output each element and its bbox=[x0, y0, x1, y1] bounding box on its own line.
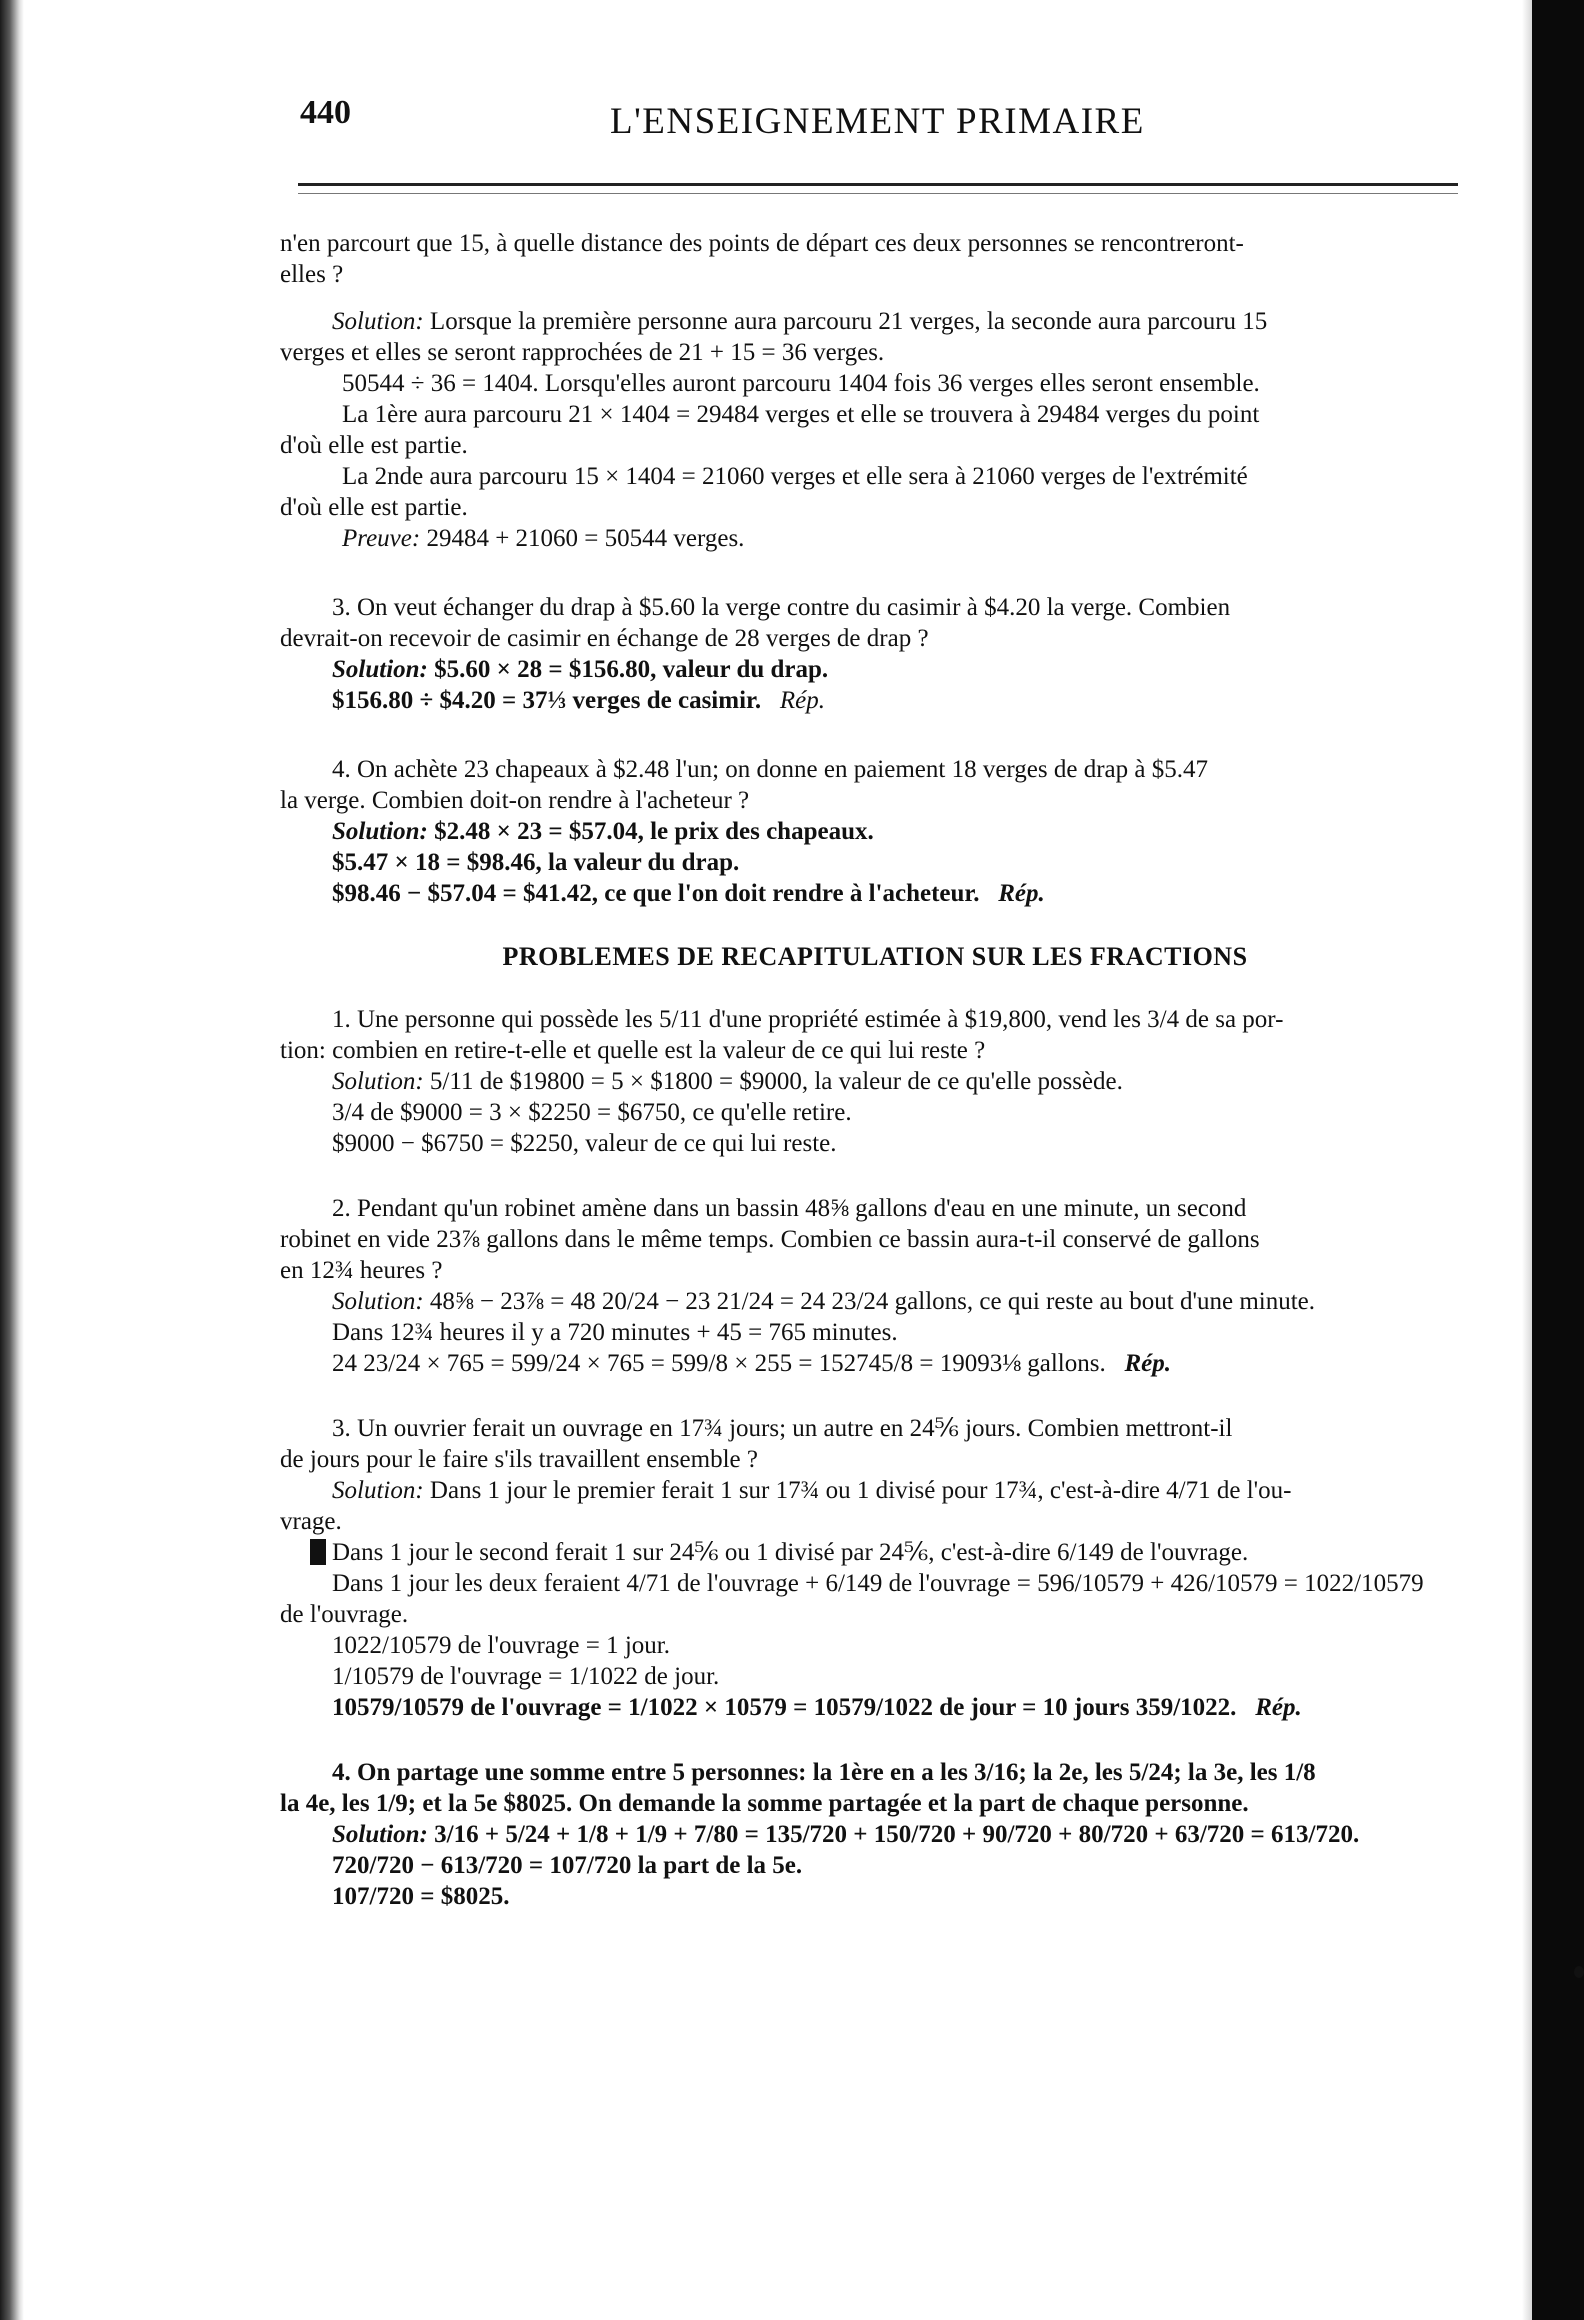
text-line: verges et elles se seront rapprochées de 21 + 15 = 36 verges. bbox=[280, 339, 885, 366]
header-rule-thin bbox=[298, 193, 1458, 194]
problem-3-statement: 3. On veut échanger du drap à $5.60 la verge contre du casimir à $4.20 la verge. Combien bbox=[332, 594, 1231, 621]
problem-4-statement: 4. On achète 23 chapeaux à $2.48 l'un; on donne en paiement 18 verges de drap à $5.47 bbox=[332, 756, 1208, 783]
text-line: $9000 − $6750 = $2250, valeur de ce qui lui reste. bbox=[332, 1130, 837, 1157]
text-line: 1/10579 de l'ouvrage = 1/1022 de jour. bbox=[332, 1663, 720, 1690]
book-page bbox=[270, 0, 1470, 2320]
solution-line: Solution: 3/16 + 5/24 + 1/8 + 1/9 + 7/80 = 135/720 + 150/720 + 90/720 + 80/720 + 63/720 = 613/720. bbox=[332, 1821, 1360, 1848]
proof-label: Preuve: bbox=[342, 525, 421, 552]
text-line: 720/720 − 613/720 = 107/720 la part de la 5e. bbox=[332, 1852, 803, 1879]
solution-line: Solution: $5.60 × 28 = $156.80, valeur du drap. bbox=[332, 656, 829, 683]
book-title: L'ENSEIGNEMENT PRIMAIRE bbox=[610, 101, 1145, 142]
answer-mark: Rép. bbox=[779, 687, 825, 714]
solution-label: Solution: bbox=[332, 1068, 424, 1095]
text-line: la 4e, les 1/9; et la 5e $8025. On demande la somme partagée et la part de chaque personne. bbox=[280, 1790, 1249, 1817]
proof-line: Preuve: 29484 + 21060 = 50544 verges. bbox=[342, 525, 745, 552]
text-line: de jours pour le faire s'ils travaillent ensemble ? bbox=[280, 1446, 758, 1473]
scan-edge-mark bbox=[1574, 1966, 1584, 1978]
text-line: robinet en vide 23⅞ gallons dans le même temps. Combien ce bassin aura-t-il conservé de gallons bbox=[280, 1226, 1260, 1253]
text-line: La 1ère aura parcouru 21 × 1404 = 29484 verges et elle se trouvera à 29484 verges du point bbox=[342, 401, 1260, 428]
text-line: devrait-on recevoir de casimir en échange de 28 verges de drap ? bbox=[280, 625, 929, 652]
solution-line: Solution: Lorsque la première personne aura parcouru 21 verges, la seconde aura parcouru 15 bbox=[332, 308, 1268, 335]
text-line: en 12¾ heures ? bbox=[280, 1257, 443, 1284]
problem-2-statement: 2. Pendant qu'un robinet amène dans un bassin 48⅝ gallons d'eau en une minute, un second bbox=[332, 1195, 1247, 1222]
text-line: 50544 ÷ 36 = 1404. Lorsqu'elles auront parcouru 1404 fois 36 verges elles seront ensemble. bbox=[342, 370, 1260, 397]
problem-1-statement: 1. Une personne qui possède les 5/11 d'une propriété estimée à $19,800, vend les 3/4 de sa por- bbox=[332, 1006, 1284, 1033]
text-line: tion: combien en retire-t-elle et quelle est la valeur de ce qui lui reste ? bbox=[280, 1037, 986, 1064]
text-line: La 2nde aura parcouru 15 × 1404 = 21060 verges et elle sera à 21060 verges de l'extrémité bbox=[342, 463, 1248, 490]
text-line: 107/720 = $8025. bbox=[332, 1883, 510, 1910]
answer-mark: Rép. bbox=[998, 880, 1045, 907]
solution-label: Solution: bbox=[332, 656, 428, 683]
solution-label: Solution: bbox=[332, 1477, 424, 1504]
margin-mark bbox=[310, 1539, 326, 1565]
solution-line: Solution: Dans 1 jour le premier ferait 1 sur 17¾ ou 1 divisé pour 17¾, c'est-à-dire 4/71 de l'ou- bbox=[332, 1477, 1292, 1504]
answer-mark: Rép. bbox=[1255, 1694, 1302, 1721]
text-line: elles ? bbox=[280, 261, 344, 288]
solution-label: Solution: bbox=[332, 818, 428, 845]
problem-3b-statement: 3. Un ouvrier ferait un ouvrage en 17¾ jours; un autre en 24⅚ jours. Combien mettront-il bbox=[332, 1415, 1233, 1442]
problem-4b-statement: 4. On partage une somme entre 5 personnes: la 1ère en a les 3/16; la 2e, les 5/24; la 3e, les 1/8 bbox=[332, 1759, 1316, 1786]
header-rule bbox=[298, 183, 1458, 186]
text-line: $5.47 × 18 = $98.46, la valeur du drap. bbox=[332, 849, 740, 876]
text-line: Dans 1 jour les deux feraient 4/71 de l'ouvrage + 6/149 de l'ouvrage = 596/10579 + 426/10579 = 1022/10579 bbox=[332, 1570, 1424, 1597]
solution-label: Solution: bbox=[332, 1288, 424, 1315]
text-line: la verge. Combien doit-on rendre à l'acheteur ? bbox=[280, 787, 750, 814]
text-line: vrage. bbox=[280, 1508, 342, 1535]
answer-line: 10579/10579 de l'ouvrage = 1/1022 × 10579 = 10579/1022 de jour = 10 jours 359/1022. Rép. bbox=[332, 1694, 1302, 1721]
answer-line: $98.46 − $57.04 = $41.42, ce que l'on doit rendre à l'acheteur. Rép. bbox=[332, 880, 1045, 907]
text-line: d'où elle est partie. bbox=[280, 432, 468, 459]
scan-right-shadow bbox=[1522, 0, 1532, 2320]
solution-line: Solution: $2.48 × 23 = $57.04, le prix des chapeaux. bbox=[332, 818, 874, 845]
scan-left-border bbox=[0, 0, 24, 2320]
page-number: 440 bbox=[300, 94, 351, 131]
answer-mark: Rép. bbox=[1124, 1350, 1171, 1377]
text-line: d'où elle est partie. bbox=[280, 494, 468, 521]
text-line: Dans 1 jour le second ferait 1 sur 24⅚ ou 1 divisé par 24⅚, c'est-à-dire 6/149 de l'ouvrage. bbox=[280, 1537, 1470, 1568]
answer-line: $156.80 ÷ $4.20 = 37⅓ verges de casimir. Rép. bbox=[332, 687, 825, 714]
page-body bbox=[280, 228, 1470, 1912]
text-line: Dans 12¾ heures il y a 720 minutes + 45 = 765 minutes. bbox=[332, 1319, 898, 1346]
text-line: n'en parcourt que 15, à quelle distance des points de départ ces deux personnes se rencontreront- bbox=[280, 230, 1244, 257]
solution-line: Solution: 48⅝ − 23⅞ = 48 20/24 − 23 21/24 = 24 23/24 gallons, ce qui reste au bout d'une minute. bbox=[332, 1288, 1316, 1315]
answer-line: 24 23/24 × 765 = 599/24 × 765 = 599/8 × 255 = 152745/8 = 19093⅛ gallons. Rép. bbox=[332, 1350, 1171, 1377]
solution-label: Solution: bbox=[332, 1821, 428, 1848]
solution-label: Solution: bbox=[332, 308, 424, 335]
text-line: de l'ouvrage. bbox=[280, 1601, 409, 1628]
running-head bbox=[300, 86, 1470, 156]
text-line: 1022/10579 de l'ouvrage = 1 jour. bbox=[332, 1632, 671, 1659]
section-heading: PROBLEMES DE RECAPITULATION SUR LES FRACTIONS bbox=[502, 942, 1248, 971]
solution-line: Solution: 5/11 de $19800 = 5 × $1800 = $9000, la valeur de ce qu'elle possède. bbox=[332, 1068, 1123, 1095]
text-line: 3/4 de $9000 = 3 × $2250 = $6750, ce qu'elle retire. bbox=[332, 1099, 852, 1126]
